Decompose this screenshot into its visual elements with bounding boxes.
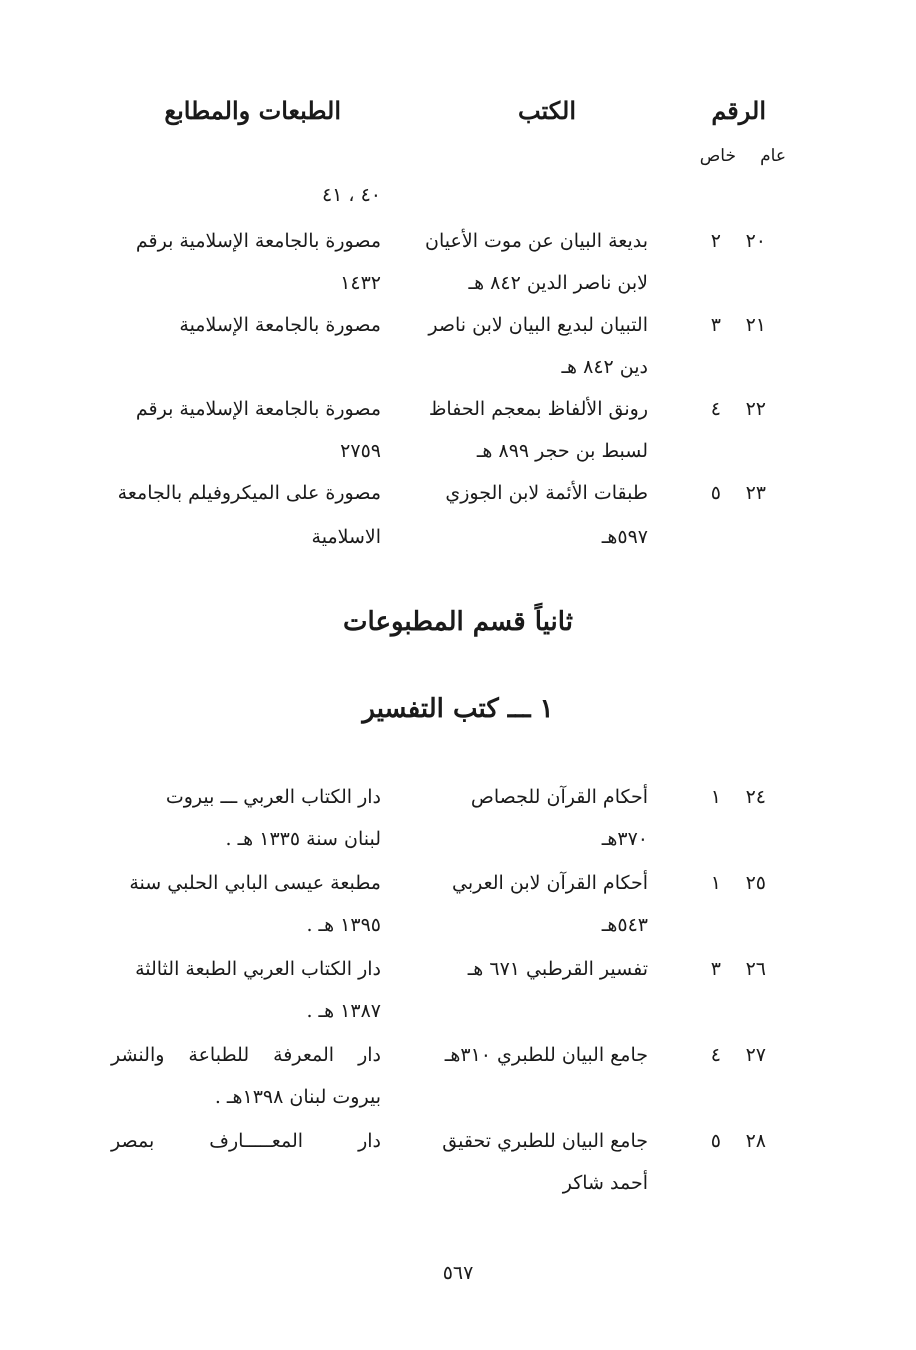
subsection-title: ١ ـــ كتب التفسير <box>362 694 554 724</box>
row-book-line1: طبقات الأئمة لابن الجوزي <box>445 482 648 504</box>
row-book-line1: جامع البيان للطبري ٣١٠هـ <box>444 1044 648 1066</box>
row-print-line2: ١٤٣٢ <box>340 272 381 294</box>
row-general-number: ٢٤ <box>745 786 766 808</box>
row-print-line1: دار المعرفة للطباعة والنشر <box>111 1044 381 1066</box>
header-number: الرقم <box>711 96 766 125</box>
row-book-line1: جامع البيان للطبري تحقيق <box>442 1130 648 1152</box>
row-specific-number: ٣ <box>710 958 721 980</box>
row-book-line2: ٥٩٧هـ <box>601 526 648 548</box>
row-general-number: ٢٣ <box>745 482 766 504</box>
section-title: ثانياً قسم المطبوعات <box>343 607 573 637</box>
row-specific-number: ٥ <box>710 1130 721 1152</box>
row-general-number: ٢٦ <box>745 958 766 980</box>
row-print-line1: دار الكتاب العربي الطبعة الثالثة <box>135 958 381 980</box>
header-specific: خاص <box>699 146 736 166</box>
row-print-line2: ١٣٨٧ هـ . <box>306 1000 381 1022</box>
row-book-line1: رونق الألفاظ بمعجم الحفاظ <box>428 398 648 420</box>
header-books: الكتب <box>517 96 576 125</box>
row-book-line1: بديعة البيان عن موت الأعيان <box>425 230 648 252</box>
header-editions: الطبعات والمطابع <box>164 96 341 125</box>
row-print-line1: دار الكتاب العربي ـــ بيروت <box>165 786 381 808</box>
row-specific-number: ٤ <box>710 1044 721 1066</box>
row-specific-number: ٣ <box>710 314 721 336</box>
row-print-line1: مطبعة عيسى البابي الحلبي سنة <box>129 872 381 894</box>
row-print-line1: دار المعـــــارف بمصر <box>111 1130 381 1152</box>
row-print-line1: مصورة بالجامعة الإسلامية <box>179 314 381 336</box>
row-general-number: ٢٥ <box>745 872 766 894</box>
row-general-number: ٢٨ <box>745 1130 766 1152</box>
row-general-number: ٢٧ <box>745 1044 766 1066</box>
row-book-line2: دين ٨٤٢ هـ <box>561 356 648 378</box>
row-print-line2: بيروت لبنان ١٣٩٨هـ . <box>214 1086 381 1108</box>
row-specific-number: ٥ <box>710 482 721 504</box>
row-book-line2: ٥٤٣هـ <box>601 914 648 936</box>
row-specific-number: ٤ <box>710 398 721 420</box>
row-book-line1: أحكام القرآن للجصاص <box>470 786 648 808</box>
row-specific-number: ١ <box>710 872 721 894</box>
continuation-text: ٤٠ ، ٤١ <box>321 184 381 206</box>
row-book-line1: أحكام القرآن لابن العربي <box>451 872 648 894</box>
row-book-line2: أحمد شاكر <box>562 1172 648 1194</box>
page-number: ٥٦٧ <box>442 1262 474 1284</box>
row-book-line2: لسبط بن حجر ٨٩٩ هـ <box>476 440 648 462</box>
row-print-line2: ١٣٩٥ هـ . <box>306 914 381 936</box>
row-general-number: ٢٠ <box>745 230 766 252</box>
row-general-number: ٢٢ <box>745 398 766 420</box>
row-print-line1: مصورة بالجامعة الإسلامية برقم <box>135 398 381 420</box>
row-book-line2: ٣٧٠هـ <box>601 828 648 850</box>
row-print-line2: ٢٧٥٩ <box>340 440 381 462</box>
row-book-line1: تفسير القرطبي ٦٧١ هـ <box>467 958 648 980</box>
row-book-line2: لابن ناصر الدين ٨٤٢ هـ <box>468 272 648 294</box>
row-book-line1: التبيان لبديع البيان لابن ناصر <box>428 314 648 336</box>
row-specific-number: ٢ <box>710 230 721 252</box>
row-print-line2: لبنان سنة ١٣٣٥ هـ . <box>225 828 381 850</box>
row-print-line1: مصورة بالجامعة الإسلامية برقم <box>135 230 381 252</box>
row-specific-number: ١ <box>710 786 721 808</box>
row-general-number: ٢١ <box>745 314 766 336</box>
row-print-line1: مصورة على الميكروفيلم بالجامعة <box>117 482 381 504</box>
row-print-line2: الاسلامية <box>311 526 381 548</box>
header-general: عام <box>760 146 786 166</box>
